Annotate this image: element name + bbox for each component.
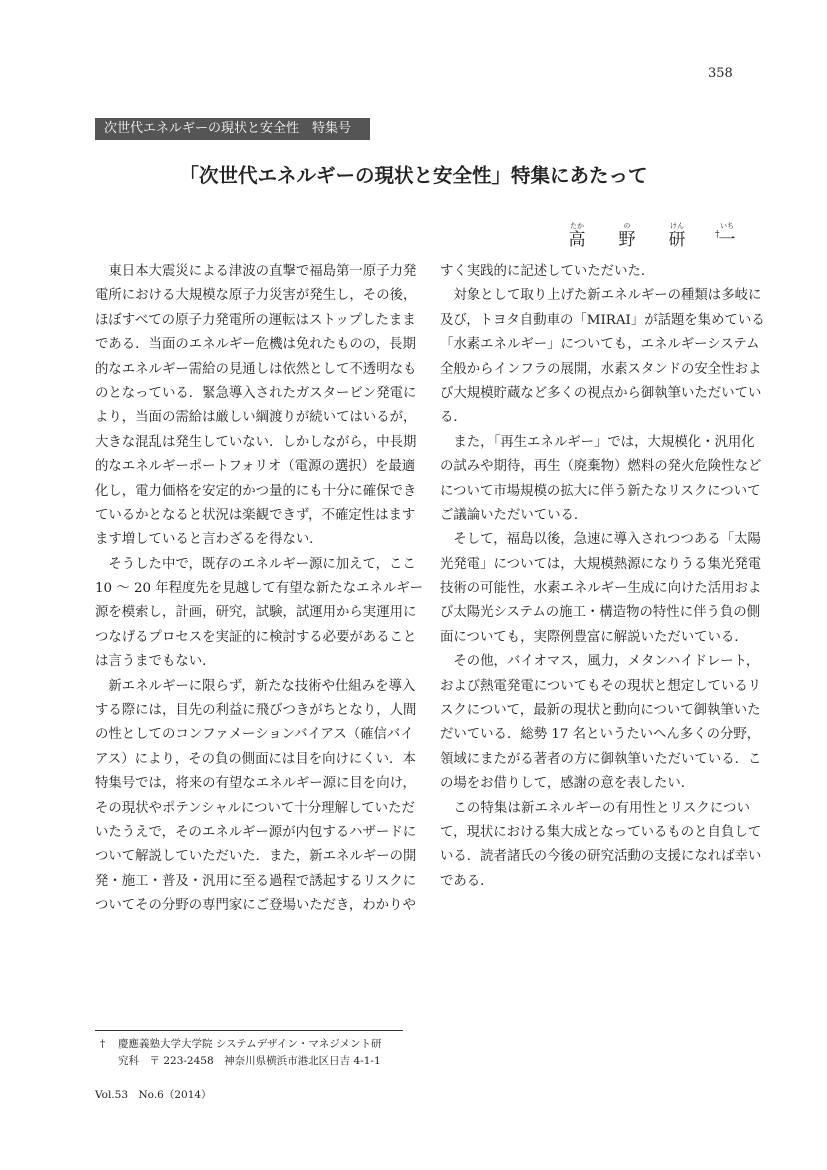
text-line: び大規模貯蔵など多くの視点から御執筆いただいてい: [440, 385, 762, 401]
footnote-line: 究科 〒 223-2458 神奈川県横浜市港北区日吉 4-1-1: [118, 1055, 381, 1067]
body-column-left: [95, 260, 424, 919]
footnote-divider: [95, 1030, 403, 1031]
ruby: たか: [570, 222, 584, 230]
text-line: 領域にまたがる著者の方に御執筆いただいている．こ: [440, 751, 762, 767]
page-number: 358: [708, 66, 733, 81]
text-line: の試みや期待，再生（廃棄物）燃料の発火危険性など: [440, 459, 762, 475]
text-line: び太陽光システムの施工・構造物の特性に伴う負の側: [440, 605, 761, 621]
text-line: ついて解説していただいた．また，新エネルギーの開: [95, 849, 417, 865]
text-line: より，当面の需給は厳しい綱渡りが続いてはいるが，: [95, 410, 417, 426]
volume-info: Vol.53 No.6（2014）: [95, 1089, 212, 1101]
text-line: 電所における大規模な原子力災害が発生し，その後，: [95, 288, 417, 304]
kanji: 一: [718, 230, 736, 250]
text-line: および熱電発電についてもその現状と想定しているリ: [440, 678, 762, 694]
text-line: 技術の可能性，水素エネルギー生成に向けた活用およ: [440, 581, 762, 597]
author-char: [552, 222, 602, 250]
text-line: の性としてのコンファメーションバイアス（確信バイ: [95, 727, 414, 743]
text-line: について市場規模の拡大に伴う新たなリスクについて: [440, 483, 761, 499]
text-line: いたうえで，そのエネルギー源が内包するハザードに: [95, 824, 417, 840]
text-line: のとなっている．緊急導入されたガスタービン発電に: [95, 385, 417, 401]
text-line: すく実践的に記述していただいた．: [440, 264, 655, 279]
text-line: の場をお借りして，感謝の意を表したい．: [440, 776, 695, 792]
text-line: だいている．総勢 17 名というたいへん多くの分野，: [440, 727, 761, 743]
text-line: 面についても，実際例豊富に解説いただいている．: [440, 629, 748, 645]
text-line: 源を模索し，計画，研究，試験，試運用から実運用に: [95, 605, 417, 621]
text-line: て，現状における集大成となっているものと自負して: [440, 824, 762, 840]
footnote-mark: †: [100, 1038, 106, 1050]
article-title: 「次世代エネルギーの現状と安全性」特集にあたって: [179, 164, 648, 187]
text-line: る．: [440, 410, 467, 426]
text-line: スクについて，最新の現状と動向について御執筆いた: [440, 703, 761, 719]
text-line: である．: [440, 873, 494, 889]
text-line: 及び，トヨタ自動車の「MIRAI」が話題を集めている: [440, 312, 765, 328]
text-line: ます増していると言わざるを得ない．: [95, 532, 323, 548]
text-line: その現状やポテンシャルについて十分理解していただ: [95, 800, 415, 816]
text-line: そして，福島以後，急速に導入されつつある「太陽: [453, 532, 761, 548]
text-line: 発・施工・普及・汎用に至る過程で誘起するリスクに: [95, 873, 417, 889]
text-line: 新エネルギーに限らず，新たな技術や仕組みを導入: [108, 678, 416, 694]
author-footnote-mark: †: [715, 230, 720, 240]
text-line: 10 ～ 20 年程度先を見越して有望な新たなエネルギー: [95, 581, 424, 597]
text-line: アス）により，その負の側面には目を向けにくい．本: [95, 751, 416, 767]
text-line: ついてその分野の専門家にご登場いただき，わかりや: [95, 898, 416, 914]
text-line: また，「再生エネルギー」では，大規模化・汎用化: [453, 434, 755, 450]
kanji: 野: [618, 230, 636, 250]
text-line: 東日本大震災による津波の直撃で福島第一原子力発: [108, 264, 417, 279]
text-line: 全般からインフラの展開，水素スタンドの安全性およ: [440, 361, 762, 377]
text-line: 特集号では，将来の有望なエネルギー源に目を向け，: [95, 776, 416, 792]
text-line: 光発電」については，大規模熱源になりうる集光発電: [440, 556, 762, 572]
ruby: けん: [670, 222, 684, 230]
author-char: [652, 222, 702, 250]
ruby: いち: [720, 222, 734, 230]
kanji: 高: [568, 230, 586, 250]
text-line: ているかとなると状況は楽観できず，不確定性はます: [95, 507, 416, 523]
text-line: つなげるプロセスを実証的に検討する必要があること: [95, 629, 417, 645]
kanji: 研: [668, 230, 686, 250]
text-line: 化し，電力価格を安定的かつ量的にも十分に確保でき: [95, 483, 417, 499]
author-char: [702, 222, 752, 250]
text-line: 的なエネルギー需給の見通しは依然として不透明なも: [95, 361, 417, 377]
text-line: そうした中で，既存のエネルギー源に加えて，ここ: [108, 556, 416, 572]
ruby: の: [623, 222, 631, 230]
text-line: 「水素エネルギー」についても，エネルギーシステム: [440, 337, 760, 353]
text-line: 大きな混乱は発生していない．しかしながら，中長期: [95, 434, 417, 450]
text-line: ご議論いただいている．: [440, 507, 588, 523]
author-name: [552, 222, 752, 250]
section-banner: 次世代エネルギーの現状と安全性 特集号: [95, 118, 370, 140]
author-char: [602, 222, 652, 250]
body-column-right: [440, 260, 765, 894]
text-line: その他，バイオマス，風力，メタンハイドレート，: [453, 654, 760, 670]
footnote-line: 慶應義塾大学大学院 システムデザイン・マネジメント研: [118, 1038, 382, 1050]
text-line: である．当面のエネルギー危機は免れたものの，長期: [95, 337, 416, 353]
text-line: この特集は新エネルギーの有用性とリスクについ: [453, 800, 750, 816]
text-line: いる．読者諸氏の今後の研究活動の支援になれば幸い: [440, 849, 762, 865]
text-line: 対象として取り上げた新エネルギーの種類は多岐に: [453, 288, 762, 304]
text-line: 的なエネルギーポートフォリオ（電源の選択）を最適: [95, 459, 416, 475]
footnote: [100, 1036, 418, 1070]
text-line: は言うまでもない．: [95, 654, 216, 670]
text-line: ほぼすべての原子力発電所の運転はストップしたまま: [95, 312, 416, 328]
text-line: する際には，目先の利益に飛びつきがちとなり，人間: [95, 703, 417, 719]
